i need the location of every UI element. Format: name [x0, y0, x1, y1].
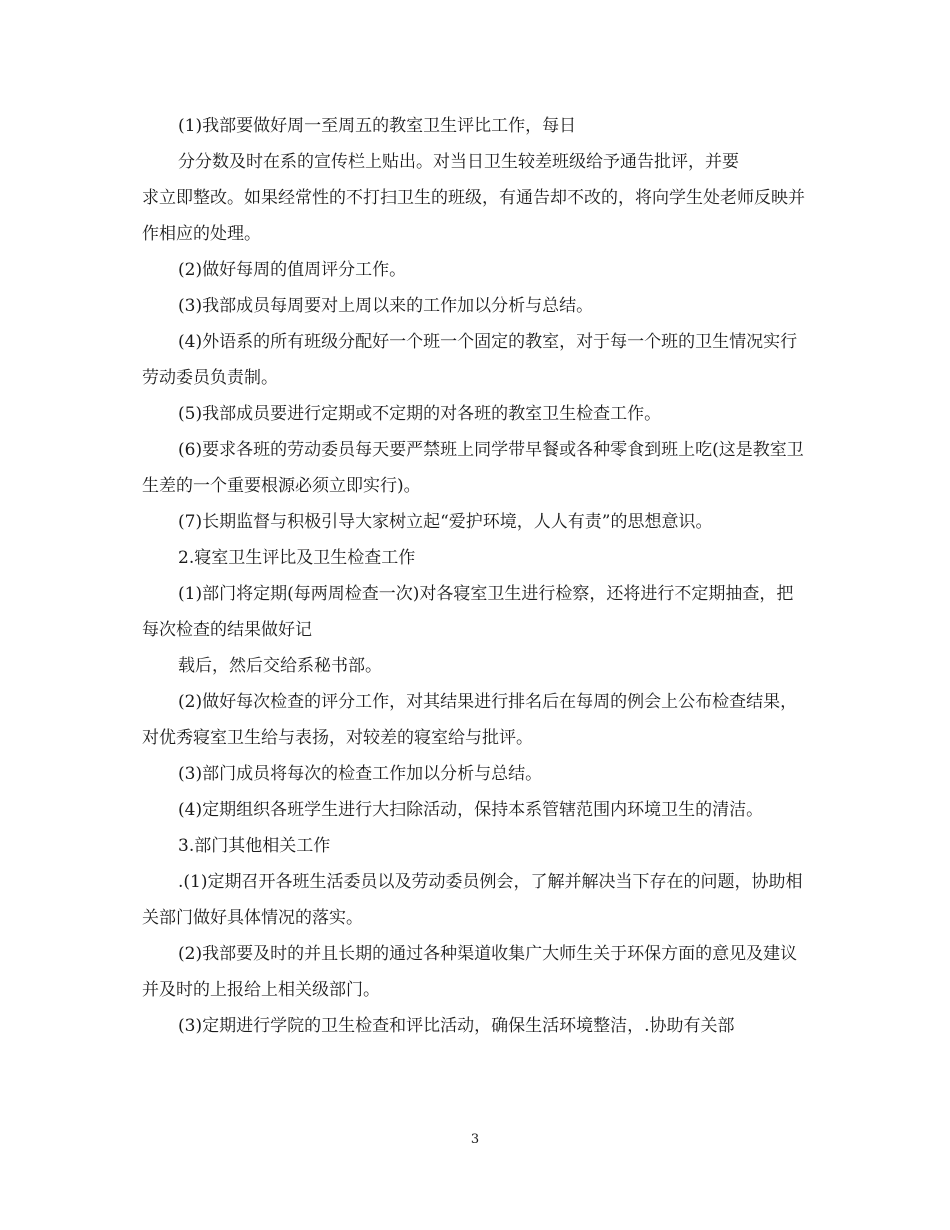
page-number: 3	[470, 1132, 480, 1147]
paragraph: (4)定期组织各班学生进行大扫除活动，保持本系管辖范围内环境卫生的清洁。	[178, 800, 764, 820]
paragraph: 分分数及时在系的宣传栏上贴出。对当日卫生较差班级给予通告批评，并要	[178, 152, 739, 172]
document-body	[142, 108, 810, 1044]
paragraph: (4)外语系的所有班级分配好一个班一个固定的教室，对于每一个班的卫生情况实行劳动委员负责制。	[142, 332, 798, 388]
paragraph: (6)要求各班的劳动委员每天要严禁班上同学带早餐或各种零食到班上吃(这是教室卫生差的一个重要根源必须立即实行)。	[142, 440, 804, 496]
paragraph: (1)部门将定期(每两周检查一次)对各寝室卫生进行检察，还将进行不定期抽查，把每次检查的结果做好记	[142, 584, 794, 640]
paragraph: (2)做好每周的值周评分工作。	[178, 260, 407, 280]
paragraph: (2)做好每次检查的评分工作，对其结果进行排名后在每周的例会上公布检查结果，对优秀寝室卫生给与表扬，对较差的寝室给与批评。	[142, 692, 798, 748]
paragraph: (3)我部成员每周要对上周以来的工作加以分析与总结。	[178, 296, 594, 316]
section-heading: 2.寝室卫生评比及卫生检查工作	[178, 548, 416, 568]
paragraph: (5)我部成员要进行定期或不定期的对各班的教室卫生检查工作。	[178, 404, 662, 424]
paragraph: .(1)定期召开各班生活委员以及劳动委员例会，了解并解决当下存在的问题，协助相关部门做好具体情况的落实。	[142, 872, 803, 928]
paragraph: (1)我部要做好周一至周五的教室卫生评比工作，每日	[178, 116, 577, 136]
paragraph: (2)我部要及时的并且长期的通过各种渠道收集广大师生关于环保方面的意见及建议并及时的上报给上相关级部门。	[142, 944, 798, 1000]
paragraph: 载后，然后交给系秘书部。	[178, 656, 382, 676]
paragraph: 求立即整改。如果经常性的不打扫卫生的班级，有通告却不改的，将向学生处老师反映并作相应的处理。	[142, 188, 805, 244]
section-heading: 3.部门其他相关工作	[178, 836, 331, 856]
paragraph: (7)长期监督与积极引导大家树立起“爱护环境，人人有责”的思想意识。	[178, 512, 713, 532]
paragraph: (3)部门成员将每次的检查工作加以分析与总结。	[178, 764, 543, 784]
paragraph: (3)定期进行学院的卫生检查和评比活动，确保生活环境整洁，.协助有关部	[178, 1016, 735, 1036]
